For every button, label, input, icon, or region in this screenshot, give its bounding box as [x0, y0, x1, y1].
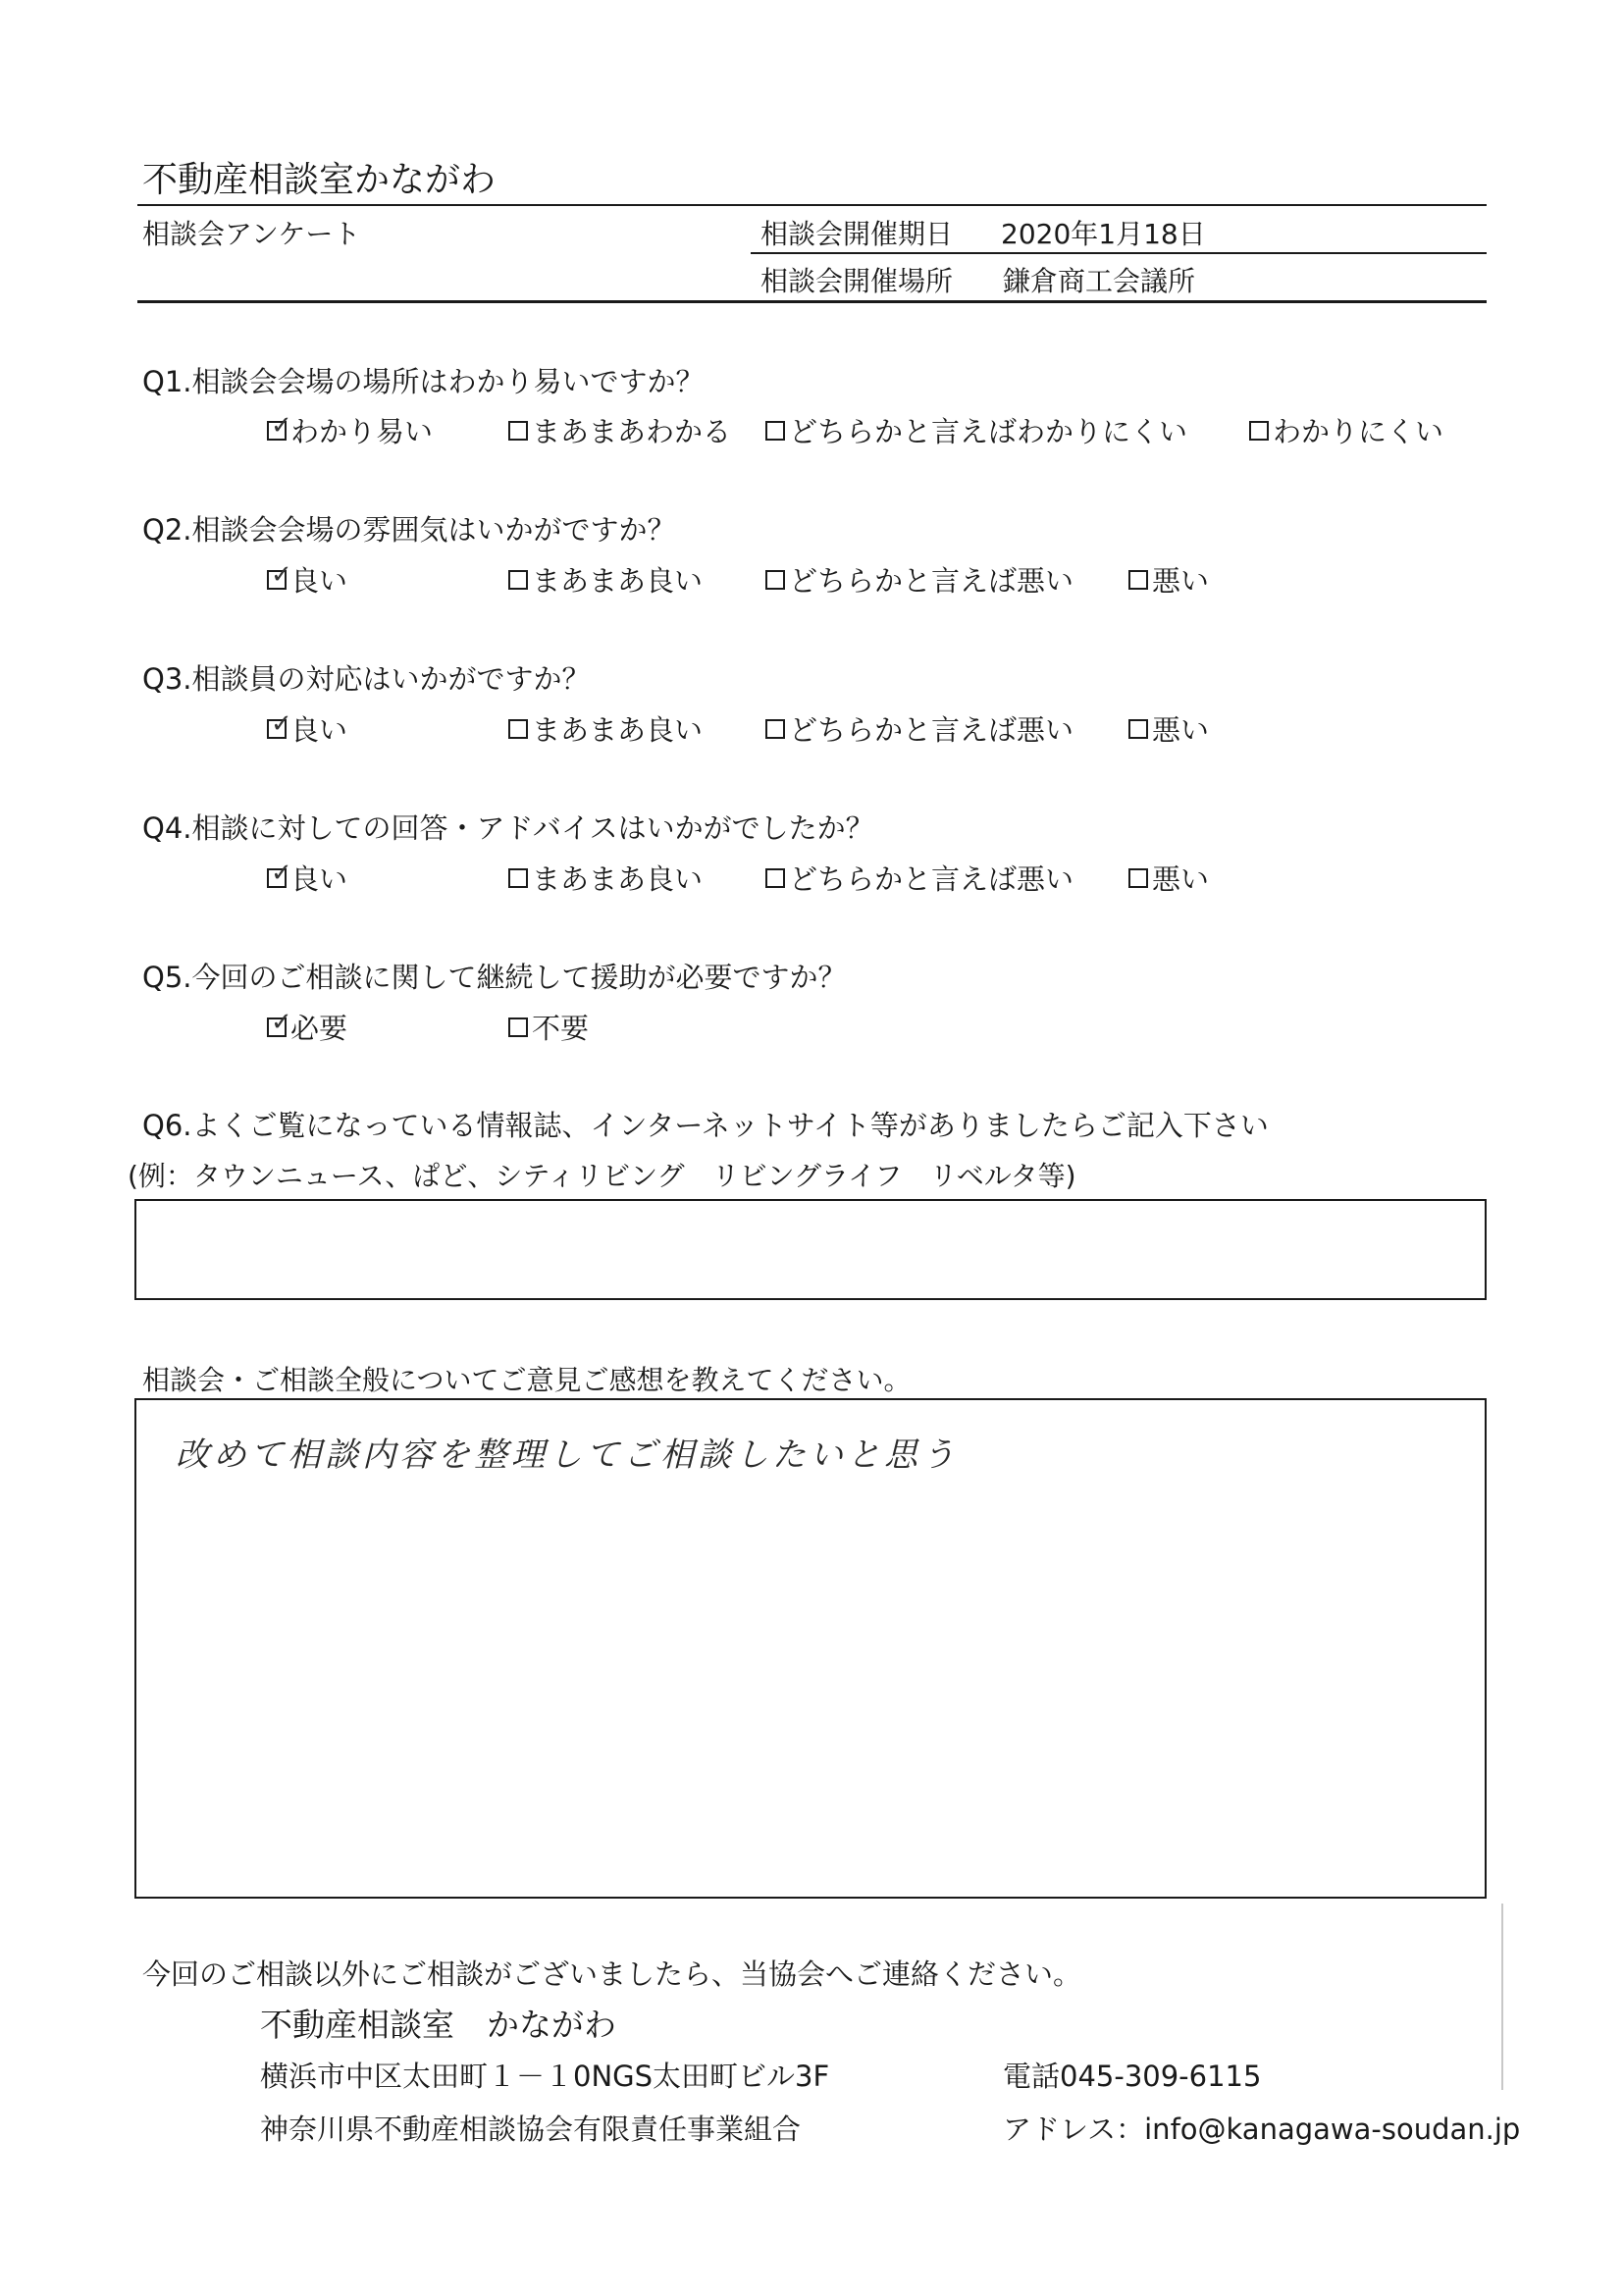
option-label: 良い — [290, 862, 348, 896]
checkbox[interactable] — [508, 868, 528, 888]
question-4: Q4.相談に対しての回答・アドバイスはいかがでしたか？ — [142, 811, 874, 845]
q1-option-3[interactable] — [765, 410, 1187, 450]
question-6-example: (例：タウンニュース、ぱど、シティリビング リビングライフ リベルタ等) — [128, 1160, 1076, 1192]
question-2: Q2.相談会会場の雰囲気はいかがですか？ — [142, 513, 676, 547]
check-mark-icon: ✓ — [271, 559, 292, 590]
q1-option-1[interactable] — [267, 410, 433, 450]
q4-option-1[interactable] — [267, 858, 347, 898]
q3-option-3[interactable] — [765, 708, 1073, 749]
option-label: どちらかと言えば悪い — [789, 713, 1074, 747]
checkbox[interactable] — [1128, 868, 1148, 888]
checkbox[interactable] — [1249, 421, 1269, 441]
q1-option-2[interactable] — [508, 410, 731, 450]
checkbox[interactable] — [508, 719, 528, 739]
page-title: 不動産相談室かながわ — [142, 160, 497, 200]
option-label: 良い — [290, 564, 348, 598]
option-label: 不要 — [532, 1012, 590, 1045]
option-label: まあまあ良い — [532, 713, 704, 747]
q5-option-1[interactable] — [267, 1007, 347, 1047]
q4-option-3[interactable] — [765, 858, 1073, 898]
q3-option-2[interactable] — [508, 708, 703, 749]
checkbox-checked[interactable] — [267, 559, 292, 590]
checkbox-checked[interactable] — [267, 1007, 292, 1037]
footer-phone: 電話045-309-6115 — [1003, 2060, 1262, 2093]
check-mark-icon: ✓ — [271, 858, 292, 888]
venue-value: 鎌倉商工会議所 — [1003, 265, 1196, 297]
checkbox[interactable] — [765, 868, 785, 888]
venue-label: 相談会開催場所 — [760, 265, 954, 297]
contact-notice: 今回のご相談以外にご相談がございましたら、当協会へご連絡ください。 — [142, 1957, 1082, 1991]
check-mark-icon: ✓ — [271, 410, 292, 441]
date-value: 2020年1月18日 — [1001, 218, 1206, 250]
question-1: Q1.相談会会場の場所はわかり易いですか？ — [142, 365, 705, 398]
question-5: Q5.今回のご相談に関して継続して援助が必要ですか？ — [142, 961, 847, 994]
q2-option-2[interactable] — [508, 559, 703, 600]
comments-label: 相談会・ご相談全般についてご意見ご感想を教えてください。 — [142, 1364, 912, 1396]
option-label: 悪い — [1152, 713, 1210, 747]
footer-address: 横浜市中区太田町１－１0NGS太田町ビル3F — [260, 2060, 830, 2093]
header-bottom-rule — [137, 300, 1487, 303]
footer-association: 神奈川県不動産相談協会有限責任事業組合 — [260, 2113, 802, 2146]
title-underline — [137, 204, 1487, 206]
option-label: まあまあ良い — [532, 862, 704, 896]
option-label: 必要 — [290, 1012, 348, 1045]
checkbox-checked[interactable] — [267, 708, 292, 739]
question-6: Q6.よくご覧になっている情報誌、インターネットサイト等がありましたらご記入下さい — [142, 1109, 1269, 1142]
date-label: 相談会開催期日 — [760, 218, 954, 250]
option-label: わかりにくい — [1273, 415, 1444, 448]
checkbox[interactable] — [508, 570, 528, 590]
q4-option-2[interactable] — [508, 858, 703, 898]
scan-artifact-line — [1501, 1904, 1503, 2090]
footer-email: アドレス：info@kanagawa-soudan.jp — [1003, 2113, 1521, 2146]
q3-option-1[interactable] — [267, 708, 347, 749]
option-label: 悪い — [1152, 564, 1210, 598]
checkbox[interactable] — [765, 719, 785, 739]
checkbox[interactable] — [508, 1018, 528, 1037]
q4-option-4[interactable] — [1128, 858, 1209, 898]
q2-option-4[interactable] — [1128, 559, 1209, 600]
option-label: まあまあ良い — [532, 564, 704, 598]
option-label: わかり易い — [290, 415, 434, 448]
check-mark-icon: ✓ — [271, 1007, 292, 1037]
q5-option-2[interactable] — [508, 1007, 589, 1047]
option-label: どちらかと言えば悪い — [789, 564, 1074, 598]
handwritten-comment: 改めて相談内容を整理してご相談したいと思う — [176, 1435, 959, 1475]
checkbox[interactable] — [1128, 719, 1148, 739]
option-label: どちらかと言えば悪い — [789, 862, 1074, 896]
option-label: どちらかと言えばわかりにくい — [789, 415, 1188, 448]
checkbox-checked[interactable] — [267, 410, 292, 441]
checkbox[interactable] — [1128, 570, 1148, 590]
q2-option-3[interactable] — [765, 559, 1073, 600]
q2-option-1[interactable] — [267, 559, 347, 600]
option-label: まあまあわかる — [532, 415, 732, 448]
option-label: 悪い — [1152, 862, 1210, 896]
comments-answer-box[interactable] — [134, 1398, 1487, 1899]
q1-option-4[interactable] — [1249, 410, 1443, 450]
question-3: Q3.相談員の対応はいかがですか？ — [142, 662, 591, 696]
survey-label: 相談会アンケート — [142, 218, 361, 250]
option-label: 良い — [290, 713, 348, 747]
checkbox-checked[interactable] — [267, 858, 292, 888]
q6-answer-box[interactable] — [134, 1199, 1487, 1300]
footer-org-name: 不動産相談室 かながわ — [260, 2006, 616, 2044]
date-underline — [751, 252, 1487, 254]
checkbox[interactable] — [508, 421, 528, 441]
check-mark-icon: ✓ — [271, 708, 292, 739]
q3-option-4[interactable] — [1128, 708, 1209, 749]
checkbox[interactable] — [765, 570, 785, 590]
checkbox[interactable] — [765, 421, 785, 441]
